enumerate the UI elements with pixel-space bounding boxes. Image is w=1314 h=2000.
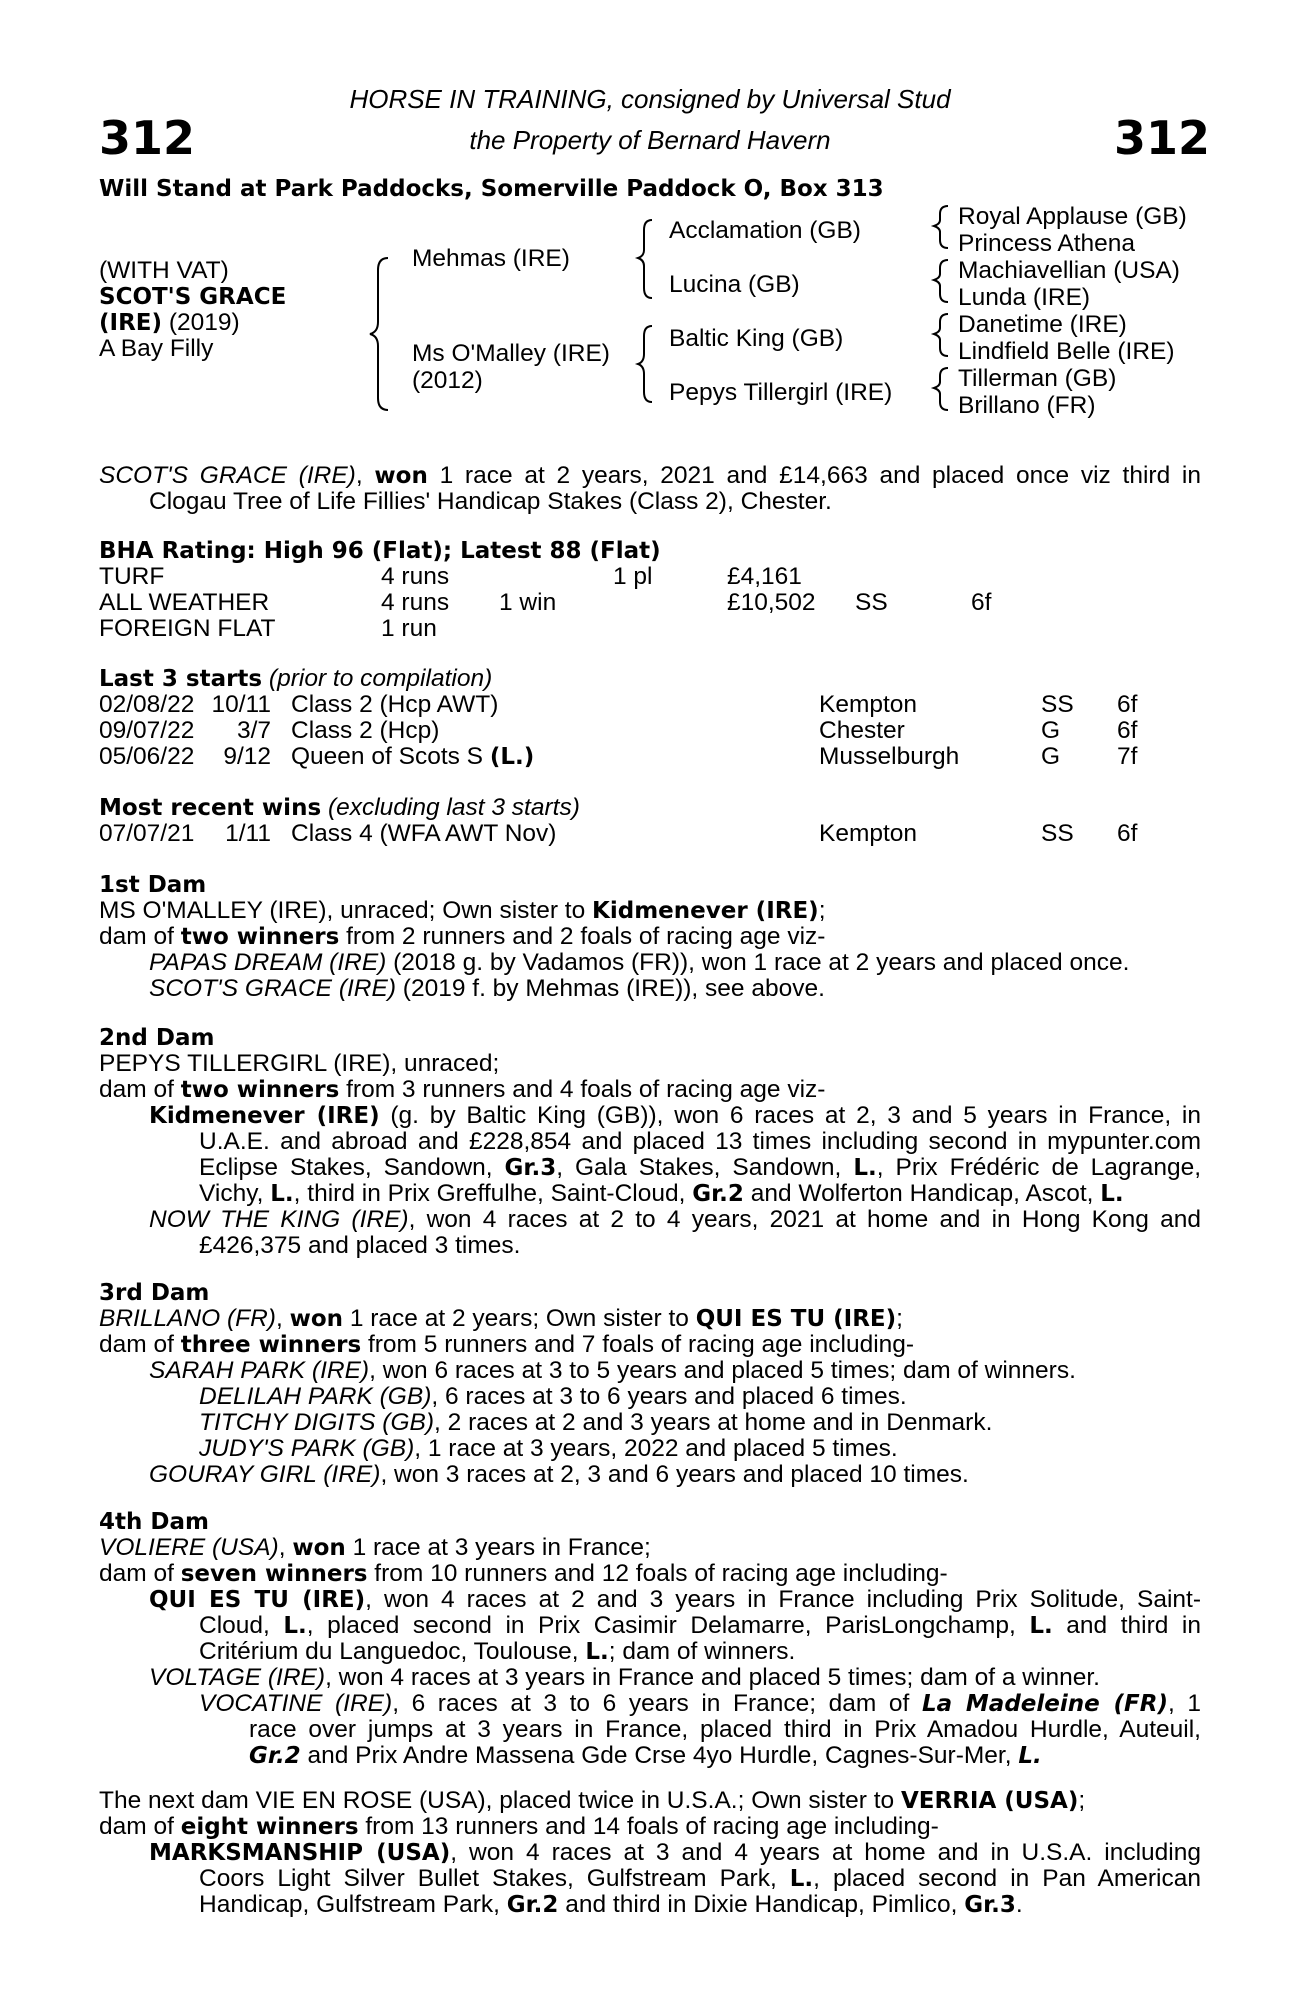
start-going: SS [1041, 820, 1074, 847]
start-distance: 7f [1117, 743, 1138, 770]
rating-title: BHA Rating: High 96 (Flat); Latest 88 (Flat) [99, 538, 661, 564]
sire-dam: Lucina (GB) [669, 271, 800, 298]
dam-dam: Pepys Tillergirl (IRE) [669, 379, 893, 406]
second-dam: 2nd Dam PEPYS TILLERGIRL (IRE), unraced; dam of two winners from 3 runners and 4 foals of racing age viz- Kidmenever (IRE) (g. by Baltic King (GB)), won 6 races at 2, 3 and 5 years in France, in U.A.E. and abroad and £228,854 and placed 13 times including second in mypunter.com Eclipse Stakes, Sandown, Gr.3, Gala Stakes, Sandown, L., Prix Frédéric de Lagrange, Vichy, L., third in Prix Greffulhe, Saint-Cloud, Gr.2 and Wolferton Handicap, Ascot, L. NOW THE KING (IRE), won 4 races at 2 to 4 years, 2021 at home and in Hong Kong and £426,375 and placed 3 times. [99, 1025, 1202, 1259]
start-race: Class 2 (Hcp AWT) [291, 691, 499, 718]
start-course: Musselburgh [819, 743, 960, 770]
rating-prize: £10,502 [727, 589, 816, 616]
rating-row [99, 590, 1201, 616]
start-position: 9/12 [223, 743, 271, 770]
rating-row [99, 564, 1201, 590]
lot-number-right: 312 [1114, 111, 1211, 165]
start-race: Class 2 (Hcp) [291, 717, 440, 744]
ssd: Princess Athena [958, 230, 1136, 257]
start-distance: 6f [1117, 820, 1138, 847]
start-distance: 6f [1117, 691, 1138, 718]
dam-sire: Baltic King (GB) [669, 325, 844, 352]
rating-surface: ALL WEATHER [99, 589, 270, 616]
dam: Ms O'Malley (IRE) [412, 340, 610, 367]
stand-location: Will Stand at Park Paddocks, Somerville Paddock O, Box 313 [99, 176, 884, 202]
rating-dist: 6f [971, 589, 992, 616]
rating-wins: 1 win [499, 589, 557, 616]
rating-placed: 1 pl [613, 563, 653, 590]
rating-surface: TURF [99, 563, 165, 590]
sss: Royal Applause (GB) [958, 203, 1187, 230]
third-dam: 3rd Dam BRILLANO (FR), won 1 race at 2 years; Own sister to QUI ES TU (IRE); dam of three winners from 5 runners and 7 foals of racing age including- SARAH PARK (IRE), won 6 races at 3 to 5 years and placed 5 times; dam of winners. DELILAH PARK (GB), 6 races at 3 to 6 years and placed 6 times. TITCHY DIGITS (GB), 2 races at 2 and 3 years at home and in Denmark. JUDY'S PARK (GB), 1 race at 3 years, 2022 and placed 5 times. GOURAY GIRL (IRE), won 3 races at 2, 3 and 6 years and placed 10 times. [99, 1280, 1076, 1488]
rating-surface: FOREIGN FLAT [99, 615, 276, 642]
start-race-grade: (L.) [489, 744, 535, 770]
start-row [99, 744, 1201, 770]
start-course: Kempton [819, 820, 918, 847]
dsd: Lindfield Belle (IRE) [958, 338, 1175, 365]
start-date: 02/08/22 [99, 691, 195, 718]
first-dam: 1st Dam MS O'MALLEY (IRE), unraced; Own sister to Kidmenever (IRE); dam of two winners from 2 runners and 2 foals of racing age viz- PAPAS DREAM (IRE) (2018 g. by Vadamos (FR)), won 1 race at 2 years and placed once. SCOT'S GRACE (IRE) (2019 f. by Mehmas (IRE)), see above. [99, 872, 1130, 1002]
start-position: 10/11 [211, 691, 271, 718]
dds: Tillerman (GB) [958, 365, 1117, 392]
property-line: the Property of Bernard Havern [469, 125, 831, 155]
lot-number-left: 312 [99, 111, 196, 165]
start-row [99, 692, 1201, 718]
sds: Machiavellian (USA) [958, 257, 1180, 284]
dam-year: (2012) [412, 367, 483, 394]
dss: Danetime (IRE) [958, 311, 1127, 338]
start-date: 07/07/21 [99, 820, 195, 847]
start-race: Class 4 (WFA AWT Nov) [291, 820, 557, 847]
vat-note: (WITH VAT) [99, 257, 229, 284]
start-row [99, 718, 1201, 744]
start-row [99, 821, 1201, 847]
rating-block [99, 538, 1201, 642]
sdd: Lunda (IRE) [958, 284, 1091, 311]
rating-runs: 4 runs [381, 589, 450, 616]
rating-prize: £4,161 [727, 563, 802, 590]
sire-sire: Acclamation (GB) [669, 217, 861, 244]
horse-name: SCOT'S GRACE [99, 284, 287, 310]
sire: Mehmas (IRE) [412, 245, 570, 272]
most-recent-wins: Most recent wins (excluding last 3 starts) 07/07/21 1/11 Class 4 (WFA AWT Nov) Kempton SS 6f [99, 795, 1201, 847]
start-going: SS [1041, 691, 1074, 718]
last-3-starts: Last 3 starts (prior to compilation) 02/08/22 10/11 Class 2 (Hcp AWT) Kempton SS 6f 09/07/22 3/7 Class 2 (Hcp) Chester G 6f 05/06/22 9/12 Queen of Scots S (L.) Musselburgh G 7f [99, 666, 1201, 770]
start-date: 09/07/22 [99, 717, 195, 744]
start-course: Kempton [819, 691, 918, 718]
start-position: 1/11 [225, 820, 271, 847]
consignor-line: HORSE IN TRAINING, consigned by Universal Stud [349, 84, 951, 114]
rating-runs: 1 run [381, 615, 437, 642]
start-date: 05/06/22 [99, 743, 195, 770]
start-race: Queen of Scots S (L.) [291, 743, 535, 770]
start-going: G [1041, 743, 1061, 770]
rating-going: SS [855, 589, 888, 616]
horse-description: A Bay Filly [99, 335, 214, 362]
fourth-dam: 4th Dam VOLIERE (USA), won 1 race at 3 years in France; dam of seven winners from 10 runners and 12 foals of racing age including- QUI ES TU (IRE), won 4 races at 2 and 3 years in France including Prix Solitude, Saint- Cloud, L., placed second in Prix Casimir Delamarre, ParisLongchamp, L. and third in Critérium du Languedoc, Toulouse, L.; dam of winners. VOLTAGE (IRE), won 4 races at 3 years in France and placed 5 times; dam of a winner. VOCATINE (IRE), 6 races at 3 to 6 years in France; dam of La Madeleine (FR), 1 race over jumps at 3 years in France, placed third in Prix Amadou Hurdle, Auteuil, Gr.2 and Prix Andre Massena Gde Crse 4yo Hurdle, Cagnes-Sur-Mer, L. [99, 1509, 1202, 1769]
rating-row [99, 616, 1201, 642]
next-dam: The next dam VIE EN ROSE (USA), placed twice in U.S.A.; Own sister to VERRIA (USA); dam of eight winners from 13 runners and 14 foals of racing age including- MARKSMANSHIP (USA), won 4 races at 3 and 4 years at home and in U.S.A. including Coors Light Silver Bullet Stakes, Gulfstream Park, L., placed second in Pan American Handicap, Gulfstream Park, Gr.2 and third in Dixie Handicap, Pimlico, Gr.3. [99, 1787, 1201, 1918]
start-course: Chester [819, 717, 905, 744]
rating-runs: 4 runs [381, 563, 450, 590]
race-summary: SCOT'S GRACE (IRE), won 1 race at 2 years, 2021 and £14,663 and placed once viz third in Clogau Tree of Life Fillies' Handicap Stakes (Class 2), Chester. [99, 462, 1201, 515]
start-distance: 6f [1117, 717, 1138, 744]
ddd: Brillano (FR) [958, 392, 1096, 419]
horse-origin: (IRE) [99, 310, 163, 336]
start-going: G [1041, 717, 1061, 744]
start-position: 3/7 [236, 717, 271, 744]
horse-year: (2019) [168, 309, 240, 336]
